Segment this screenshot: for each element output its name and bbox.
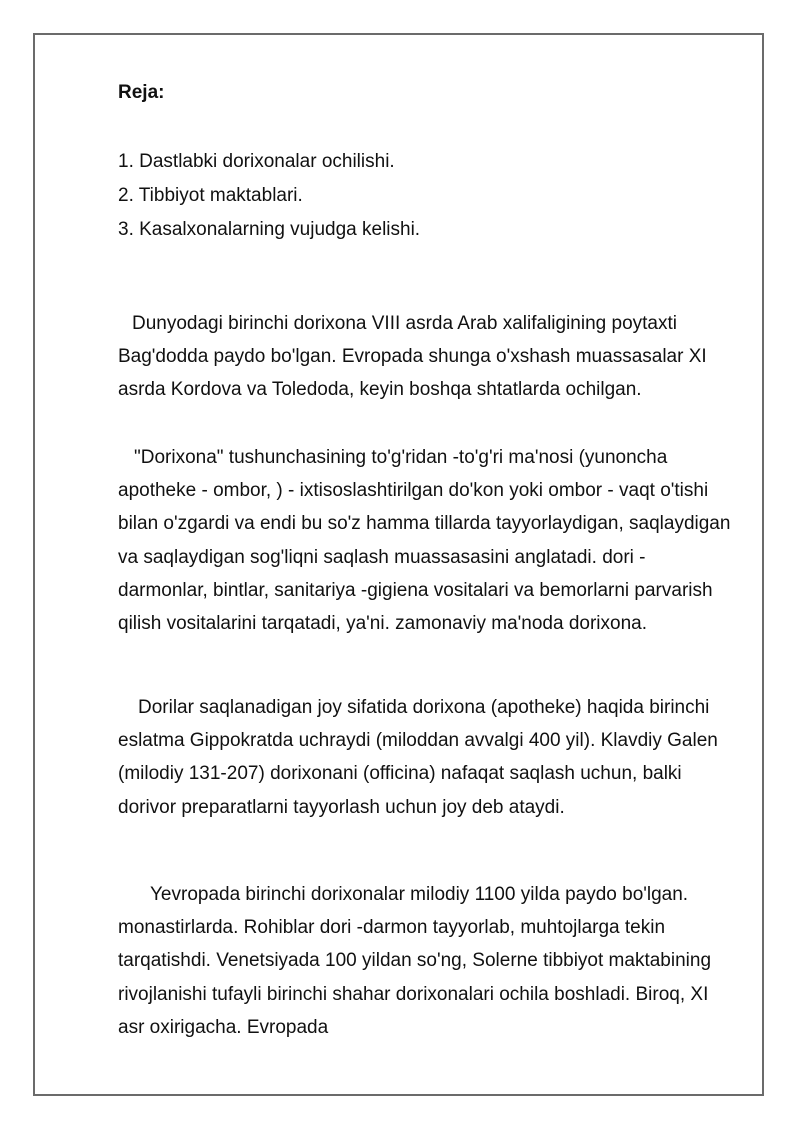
document-page xyxy=(33,33,764,1096)
plan-item: 3. Kasalxonalarning vujudga kelishi. xyxy=(118,219,421,240)
paragraph-europe-pharmacies xyxy=(118,878,733,1044)
plan-item: 2. Tibbiyot maktablari. xyxy=(118,185,303,206)
paragraph-pharmacy-meaning xyxy=(118,441,733,640)
paragraph-hippocrates-galen xyxy=(118,691,733,824)
paragraph-text: Yevropada birinchi dorixonalar milodiy 1100 yilda paydo bo'lgan. monastirlarda. Rohiblar dori -darmon tayyorlab, muhtojlarga tekin tarqatishdi. Venetsiyada 100 yildan so'ng, Solerne tibbiyot maktabining rivojlanishi tufayli birinchi shahar dorixonalari ochila boshladi. Biroq, XI asr oxirigacha. Evropada xyxy=(118,884,712,1038)
plan-list xyxy=(118,145,420,247)
paragraph-text: Dorilar saqlanadigan joy sifatida dorixona (apotheke) haqida birinchi eslatma Gippokratda uchraydi (miloddan avvalgi 400 yil). Klavdiy Galen (milodiy 131-207) dorixonani (officina) nafaqat saqlash uchun, balki dorivor preparatlarni tayyorlash uchun joy deb ataydi. xyxy=(118,697,718,818)
paragraph-text: "Dorixona" tushunchasining to'g'ridan -to'g'ri ma'nosi (yunoncha apotheke - ombor, ) - ixtisoslashtirilgan do'kon yoki ombor - vaqt o'tishi bilan o'zgardi va endi bu so'z hamma tillarda tayyorlaydigan, saqlaydigan va saqlaydigan sog'liqni saqlash muassasasini anglatadi. dori -darmonlar, bintlar, sanitariya -gigiena vositalari va bemorlarni parvarish qilish vositalarini tarqatadi, ya'ni. zamonaviy ma'noda dorixona. xyxy=(118,447,731,635)
paragraph-text: Dunyodagi birinchi dorixona VIII asrda Arab xalifaligining poytaxti Bag'dodda paydo bo'lgan. Evropada shunga o'xshash muassasalar XI asrda Kordova va Toledoda, keyin boshqa shtatlarda ochilgan. xyxy=(118,313,707,401)
plan-heading: Reja: xyxy=(118,82,165,103)
paragraph-first-pharmacy xyxy=(118,307,733,407)
plan-item: 1. Dastlabki dorixonalar ochilishi. xyxy=(118,151,395,172)
